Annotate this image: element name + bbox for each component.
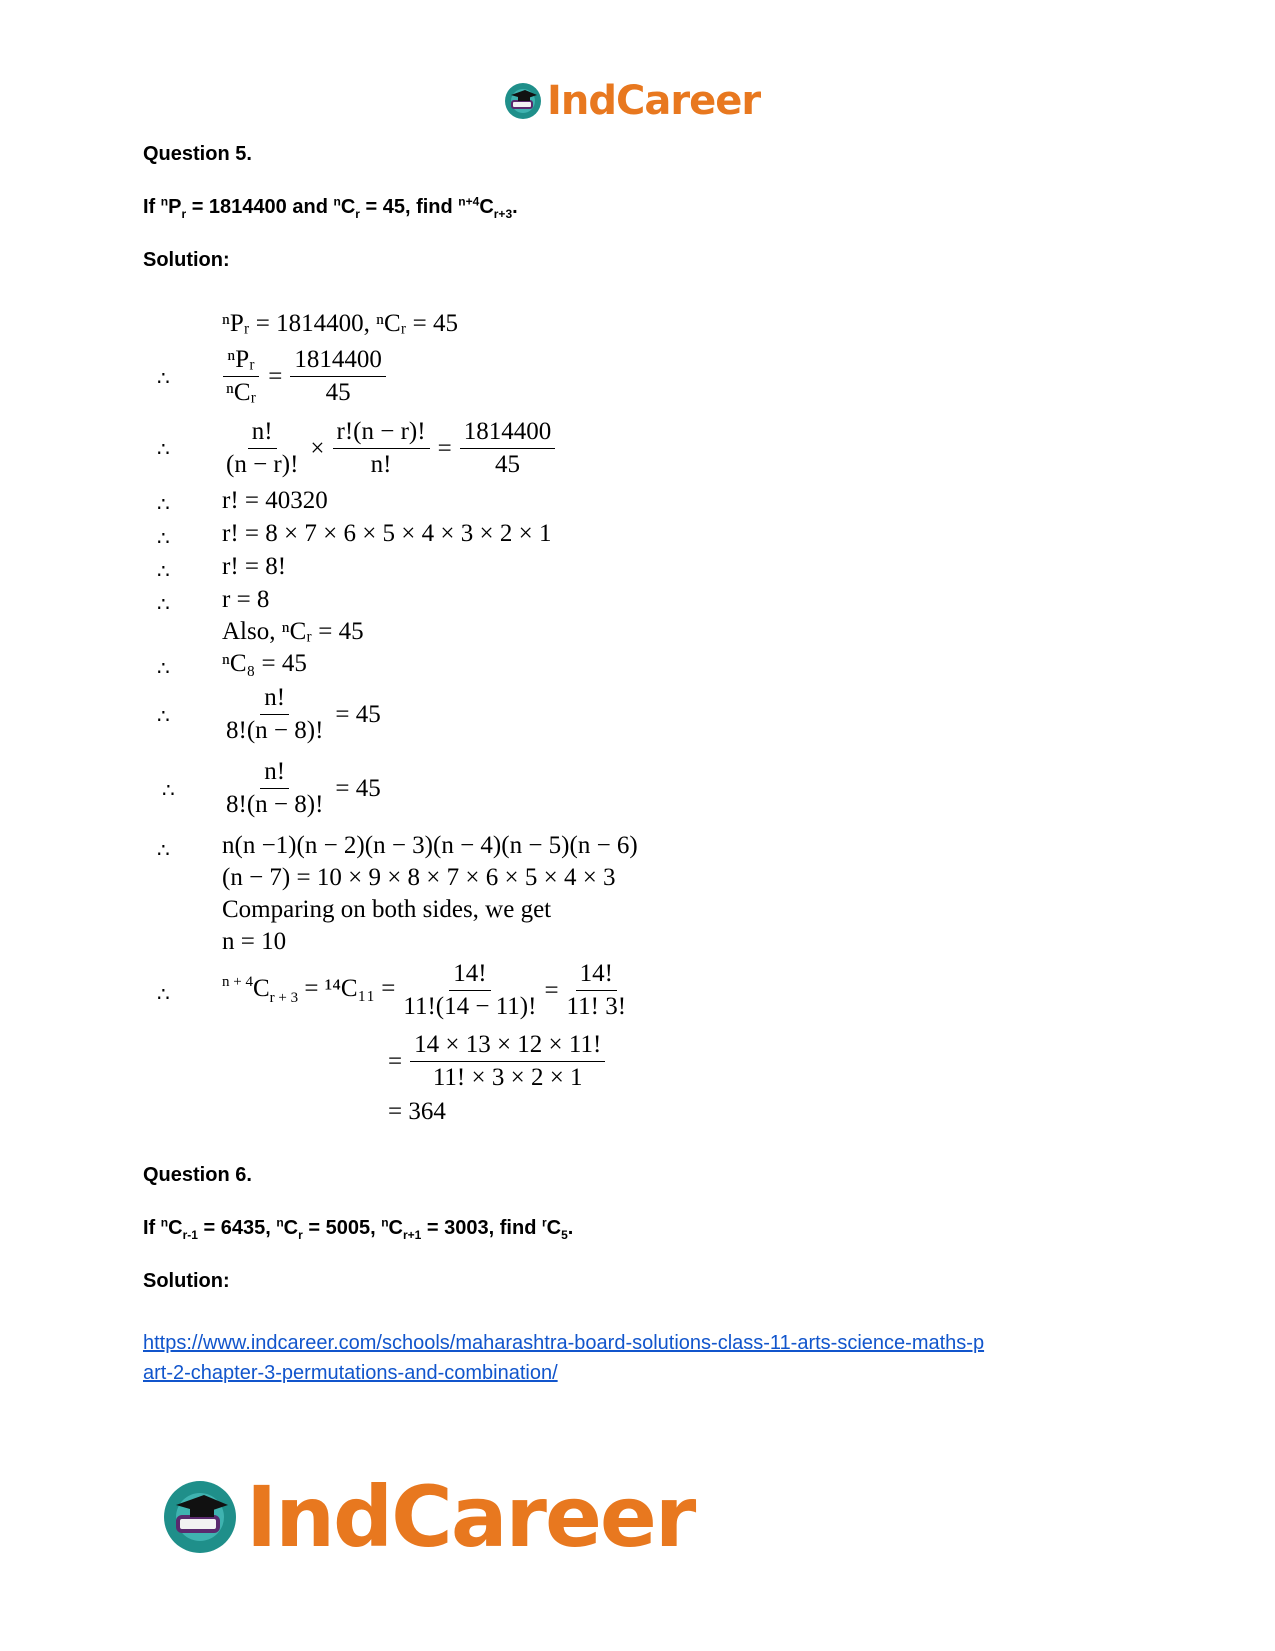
- math-line-2: $\frac{\text{ⁿPᵣ}}{\text{ⁿCᵣ}}$ = $\frac{1814400}{45}$: [222, 346, 386, 407]
- header-logo: [503, 78, 760, 124]
- math-line-14: Comparing on both sides, we get: [222, 896, 552, 923]
- therefore-symbol: ∴: [162, 778, 175, 802]
- math-line-16: $^{n + 4}C_{r + 3} = ^{14}C_{11}$ = $\frac{14!}{11!(14 - 11)!}$ = $\frac{14!}{11! 3!}$: [222, 960, 630, 1021]
- math-line-11: $\frac{n!}{8!(n - 8)!}$ = 45: [222, 758, 381, 819]
- therefore-symbol: ∴: [157, 437, 170, 461]
- footer-logo: [160, 1468, 694, 1566]
- math-line-13: (n − 7) = 10 × 9 × 8 × 7 × 6 × 5 × 4 × 3: [222, 864, 616, 891]
- fraction: $\frac{r!(n - r)!}{n!}$: [333, 418, 430, 479]
- therefore-symbol: ∴: [157, 838, 170, 862]
- question-6-statement: If $^nC_{r-1} = 6435$, $^nC_r = 5005$, $^nC_{r+1} = 3003$, find $^rC_5$.: [143, 1215, 574, 1242]
- math-line-12: n(n −1)(n − 2)(n − 3)(n − 4)(n − 5)(n − 6): [222, 832, 638, 859]
- math-line-8: Also, ⁿCᵣ = 45: [222, 618, 364, 645]
- fraction: $\frac{14!}{11! 3!}$: [566, 960, 627, 1020]
- solution-label: Solution:: [143, 249, 230, 271]
- brand-wordmark: IndCareer: [246, 1468, 695, 1566]
- brand-wordmark: IndCareer: [547, 78, 761, 124]
- therefore-symbol: ∴: [157, 982, 170, 1006]
- fraction: $\frac{n!}{(n - r)!}$: [226, 418, 299, 478]
- therefore-symbol: ∴: [157, 366, 170, 390]
- math-line-5: r! = 8 × 7 × 6 × 5 × 4 × 3 × 2 × 1: [222, 520, 552, 547]
- question-5-heading: Question 5.: [143, 143, 252, 165]
- fraction: $\frac{\text{ⁿPᵣ}}{\text{ⁿCᵣ}}$: [222, 346, 260, 407]
- math-line-1: ⁿPᵣ = 1814400, ⁿCᵣ = 45: [222, 310, 458, 337]
- source-link-block: [143, 1328, 1143, 1388]
- graduation-book-icon: [160, 1477, 240, 1557]
- source-link[interactable]: https://www.indcareer.com/schools/maharashtra-board-solutions-class-11-arts-science-maths-p art-2-chapter-3-permutations-and-combination/: [143, 1332, 985, 1384]
- therefore-symbol: ∴: [157, 492, 170, 516]
- question-6-heading: Question 6.: [143, 1164, 252, 1186]
- fraction: $\frac{n!}{8!(n - 8)!}$: [226, 758, 324, 818]
- question-5-statement: If $^nP_r = 1814400$ and $^nC_r = 45$, find $^{n+4}C_{r+3}$.: [143, 194, 518, 221]
- math-line-10: $\frac{n!}{8!(n - 8)!}$ = 45: [222, 684, 381, 745]
- math-line-3: $\frac{n!}{(n - r)!}$ × $\frac{r!(n - r)!}{n!}$ = $\frac{1814400}{45}$: [222, 418, 555, 479]
- math-line-9: ⁿC₈ = 45: [222, 650, 307, 677]
- therefore-symbol: ∴: [157, 526, 170, 550]
- therefore-symbol: ∴: [157, 559, 170, 583]
- solution-label: Solution:: [143, 1270, 230, 1292]
- math-line-18: = 364: [388, 1098, 446, 1125]
- math-line-7: r = 8: [222, 586, 270, 613]
- fraction: $\frac{1814400}{45}$: [290, 346, 386, 407]
- therefore-symbol: ∴: [157, 592, 170, 616]
- fraction: $\frac{14 \times 13 \times 12 \times 11!}{11! \times 3 \times 2 \times 1}$: [410, 1031, 605, 1092]
- therefore-symbol: ∴: [157, 656, 170, 680]
- math-line-17: = $\frac{14 \times 13 \times 12 \times 11!}{11! \times 3 \times 2 \times 1}$: [388, 1031, 605, 1092]
- fraction: $\frac{1814400}{45}$: [460, 418, 556, 479]
- math-line-15: n = 10: [222, 928, 287, 955]
- therefore-symbol: ∴: [157, 704, 170, 728]
- fraction: $\frac{n!}{8!(n - 8)!}$: [226, 684, 324, 744]
- graduation-book-icon: [503, 81, 543, 121]
- math-line-6: r! = 8!: [222, 553, 287, 580]
- math-line-4: r! = 40320: [222, 487, 328, 514]
- fraction: $\frac{14!}{11!(14 - 11)!}$: [403, 960, 537, 1020]
